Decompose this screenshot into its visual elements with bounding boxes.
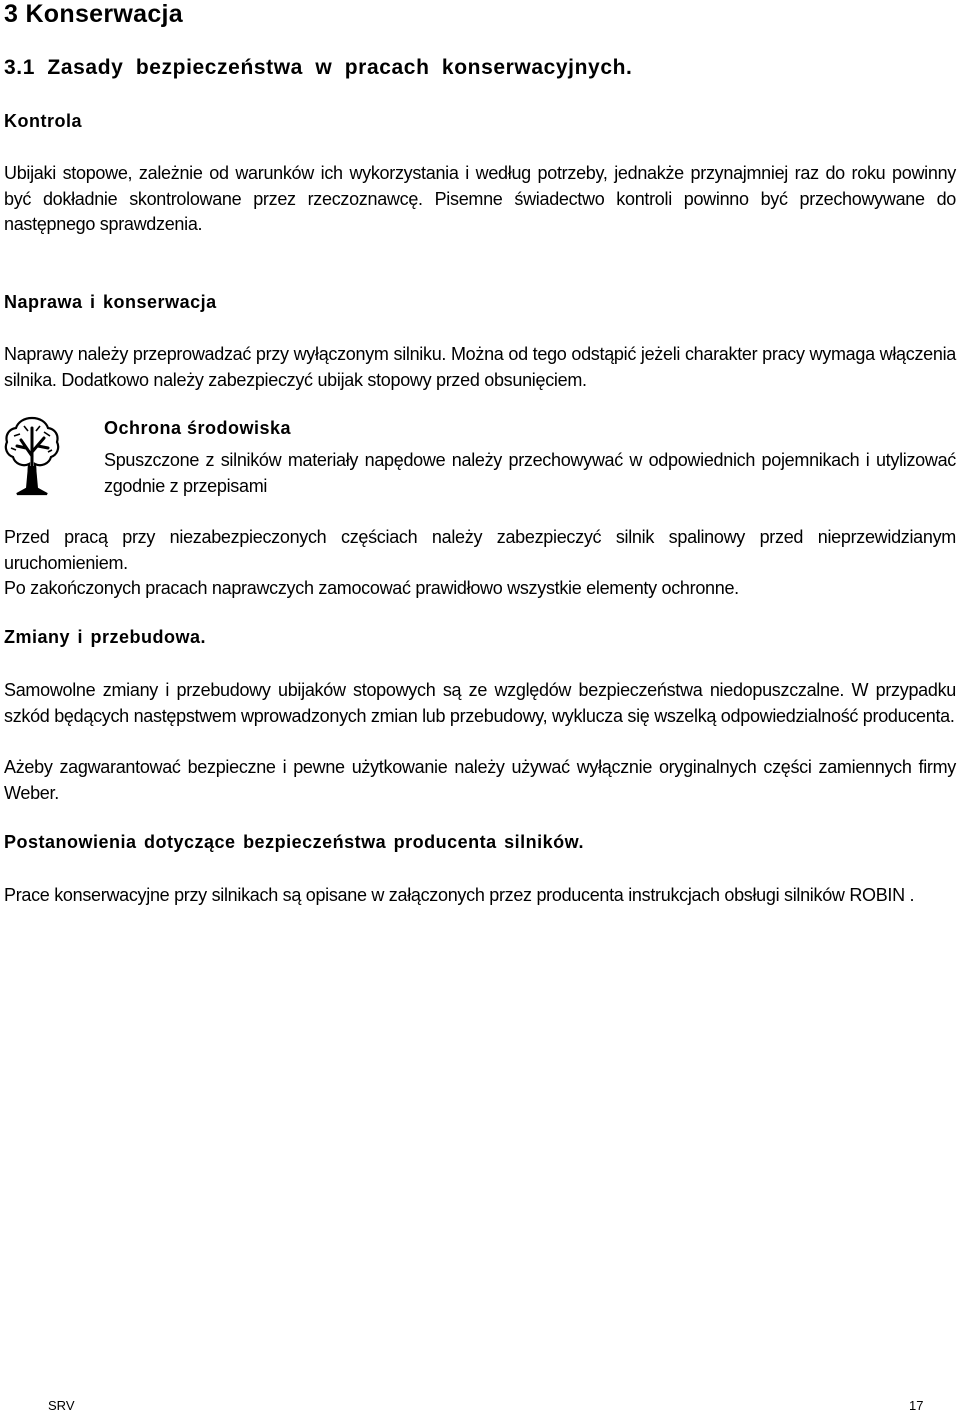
manufacturer-heading: Postanowienia dotyczące bezpieczeństwa producenta silników. <box>4 832 584 852</box>
after-work-text: Po zakończonych pracach naprawczych zamocować prawidłowo wszystkie elementy ochronne. <box>4 578 739 598</box>
tree-icon <box>4 414 60 496</box>
page-number: 17 <box>909 1398 924 1413</box>
chapter-title: 3 Konserwacja <box>4 0 183 28</box>
changes-text: Samowolne zmiany i przebudowy ubijaków stopowych są ze względów bezpieczeństwa niedopuszczalne. W przypadku szkód będących następstwem wprowadzonych zmian lub przebudowy, wyklucza się wszelką odpowiedzialność producenta. <box>4 680 956 726</box>
kontrola-text: Ubijaki stopowe, zależnie od warunków ich wykorzystania i według potrzeby, jednakże przynajmniej raz do roku powinny być dokładnie skontrolowane przez rzeczoznawcę. Pisemne świadectwo kontroli powinno być przechowywane do następnego sprawdzenia. <box>4 163 956 235</box>
naprawa-text: Naprawy należy przeprowadzać przy wyłączonym silniku. Można od tego odstąpić jeżeli charakter pracy wymaga włączenia silnika. Dodatkowo należy zabezpieczyć ubijak stopowy przed obsunięciem. <box>4 344 956 390</box>
naprawa-heading: Naprawa i konserwacja <box>4 292 217 312</box>
changes-heading: Zmiany i przebudowa. <box>4 627 207 647</box>
manufacturer-text: Prace konserwacyjne przy silnikach są opisane w załączonych przez producenta instrukcjach obsługi silników ROBIN . <box>4 885 915 905</box>
environment-text: Spuszczone z silników materiały napędowe należy przechowywać w odpowiednich pojemnikach i utylizować zgodnie z przepisami <box>104 450 956 496</box>
footer-label: SRV <box>48 1398 75 1413</box>
section-title: 3.1 Zasady bezpieczeństwa w pracach konserwacyjnych. <box>4 56 633 79</box>
kontrola-heading: Kontrola <box>4 111 82 131</box>
original-parts-text: Ażeby zagwarantować bezpieczne i pewne użytkowanie należy używać wyłącznie oryginalnych części zamiennych firmy Weber. <box>4 757 956 803</box>
before-work-text: Przed pracą przy niezabezpieczonych częściach należy zabezpieczyć silnik spalinowy przed nieprzewidzianym uruchomieniem. <box>4 527 956 573</box>
environment-heading: Ochrona środowiska <box>104 418 292 438</box>
